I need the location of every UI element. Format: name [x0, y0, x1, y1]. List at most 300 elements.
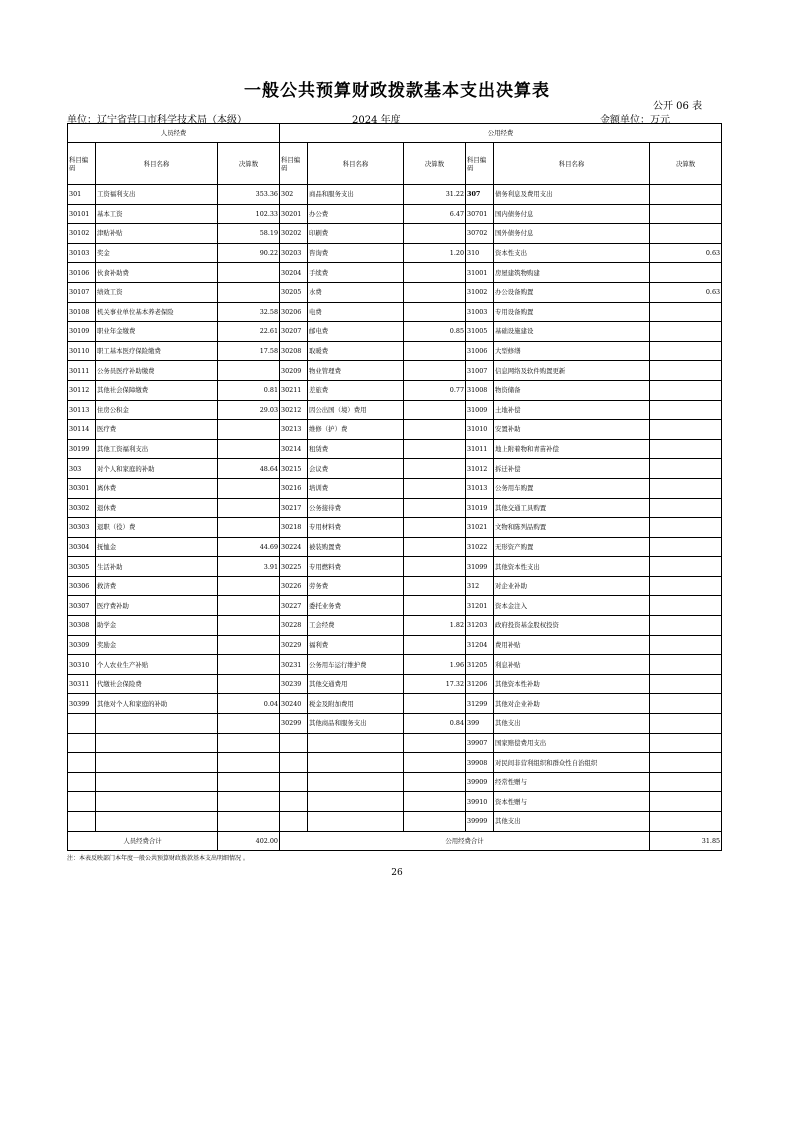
amount-cell: [404, 557, 466, 577]
table-row: [68, 772, 722, 792]
subject-name-cell: 维修（护）费: [308, 420, 404, 440]
subject-name-cell: 其他社会保障缴费: [96, 380, 218, 400]
subject-name-cell: 国外债务付息: [494, 224, 650, 244]
subject-name-cell: 被装购置费: [308, 537, 404, 557]
amount-cell: [404, 753, 466, 773]
column-header-amount: 决算数: [218, 143, 280, 185]
table-row: [68, 537, 722, 557]
amount-cell: [650, 557, 722, 577]
subject-name-cell: 拆迁补偿: [494, 459, 650, 479]
amount-cell: 29.03: [218, 400, 280, 420]
form-code: 公开 06 表: [653, 101, 703, 112]
subject-code-cell: 31010: [466, 420, 494, 440]
subject-code-cell: 39999: [466, 812, 494, 832]
subject-name-cell: 奖金: [96, 243, 218, 263]
amount-cell: 58.19: [218, 224, 280, 244]
subject-code-cell: [280, 753, 308, 773]
personnel-total-value: 402.00: [218, 831, 280, 850]
amount-cell: [218, 655, 280, 675]
subject-name-cell: 公务接待费: [308, 498, 404, 518]
subject-name-cell: [96, 772, 218, 792]
subject-code-cell: 30701: [466, 204, 494, 224]
subject-name-cell: 办公设备购置: [494, 282, 650, 302]
subject-code-cell: 30209: [280, 361, 308, 381]
subject-name-cell: 安置补助: [494, 420, 650, 440]
amount-cell: [650, 420, 722, 440]
table-row: [68, 322, 722, 342]
subject-name-cell: 对个人和家庭的补助: [96, 459, 218, 479]
subject-code-cell: 30240: [280, 694, 308, 714]
subject-name-cell: 助学金: [96, 616, 218, 636]
subject-code-cell: 30112: [68, 380, 96, 400]
amount-cell: [218, 792, 280, 812]
amount-cell: [650, 204, 722, 224]
table-row: [68, 557, 722, 577]
amount-cell: [650, 635, 722, 655]
subject-name-cell: 公务员医疗补助缴费: [96, 361, 218, 381]
subject-name-cell: 代缴社会保险费: [96, 674, 218, 694]
subject-name-cell: 基础设施建设: [494, 322, 650, 342]
subject-name-cell: 经常性赠与: [494, 772, 650, 792]
table-row: [68, 753, 722, 773]
amount-cell: 17.58: [218, 341, 280, 361]
table-row: [68, 616, 722, 636]
subject-code-cell: 30303: [68, 518, 96, 538]
subject-code-cell: 30206: [280, 302, 308, 322]
subject-name-cell: 工会经费: [308, 616, 404, 636]
subject-code-cell: 30301: [68, 478, 96, 498]
amount-cell: 353.36: [218, 185, 280, 205]
subject-name-cell: 水费: [308, 282, 404, 302]
subject-code-cell: 39908: [466, 753, 494, 773]
subject-name-cell: 其他交通工具购置: [494, 498, 650, 518]
table-row: [68, 498, 722, 518]
amount-cell: [650, 341, 722, 361]
subject-code-cell: 31003: [466, 302, 494, 322]
amount-cell: [404, 439, 466, 459]
amount-cell: [218, 576, 280, 596]
subject-code-cell: 30201: [280, 204, 308, 224]
subject-name-cell: 专用燃料费: [308, 557, 404, 577]
amount-cell: 44.69: [218, 537, 280, 557]
amount-cell: [404, 635, 466, 655]
table-row: [68, 400, 722, 420]
subject-code-cell: 31099: [466, 557, 494, 577]
subject-name-cell: 物资储备: [494, 380, 650, 400]
subject-name-cell: [308, 812, 404, 832]
subject-code-cell: [68, 812, 96, 832]
subject-code-cell: 31008: [466, 380, 494, 400]
subject-name-cell: 邮电费: [308, 322, 404, 342]
amount-cell: 48.64: [218, 459, 280, 479]
subject-name-cell: 费用补贴: [494, 635, 650, 655]
amount-cell: [218, 812, 280, 832]
subject-name-cell: 印刷费: [308, 224, 404, 244]
subject-name-cell: 政府投资基金股权投资: [494, 616, 650, 636]
subject-code-cell: 39909: [466, 772, 494, 792]
amount-cell: 0.04: [218, 694, 280, 714]
table-row: [68, 361, 722, 381]
page-number: 26: [391, 868, 403, 878]
amount-cell: [404, 694, 466, 714]
subject-code-cell: 30213: [280, 420, 308, 440]
subject-name-cell: 会议费: [308, 459, 404, 479]
subject-code-cell: [68, 792, 96, 812]
subject-code-cell: 30203: [280, 243, 308, 263]
subject-name-cell: 土地补偿: [494, 400, 650, 420]
table-row: [68, 282, 722, 302]
subject-code-cell: 307: [466, 185, 494, 205]
subject-code-cell: 31009: [466, 400, 494, 420]
amount-cell: [650, 694, 722, 714]
subject-name-cell: 劳务费: [308, 576, 404, 596]
subject-name-cell: 绩效工资: [96, 282, 218, 302]
subject-name-cell: 生活补助: [96, 557, 218, 577]
amount-cell: 0.81: [218, 380, 280, 400]
subject-code-cell: 30101: [68, 204, 96, 224]
subject-name-cell: 退职（役）费: [96, 518, 218, 538]
subject-code-cell: 30208: [280, 341, 308, 361]
subject-name-cell: 公务用车购置: [494, 478, 650, 498]
subject-code-cell: 31022: [466, 537, 494, 557]
subject-code-cell: 30302: [68, 498, 96, 518]
amount-cell: [404, 812, 466, 832]
amount-cell: [650, 263, 722, 283]
amount-cell: [404, 459, 466, 479]
subject-name-cell: 资本性支出: [494, 243, 650, 263]
subject-code-cell: 30309: [68, 635, 96, 655]
subject-code-cell: 30211: [280, 380, 308, 400]
table-row: [68, 714, 722, 734]
subject-code-cell: 30239: [280, 674, 308, 694]
subject-name-cell: 其他资本性支出: [494, 557, 650, 577]
subject-code-cell: 31001: [466, 263, 494, 283]
column-header-code: 科目编码: [466, 143, 494, 185]
subject-name-cell: 其他商品和服务支出: [308, 714, 404, 734]
amount-cell: [650, 380, 722, 400]
amount-cell: [218, 635, 280, 655]
subject-name-cell: 电费: [308, 302, 404, 322]
subject-name-cell: [308, 792, 404, 812]
subject-name-cell: 住房公积金: [96, 400, 218, 420]
subject-name-cell: 商品和服务支出: [308, 185, 404, 205]
amount-cell: [650, 302, 722, 322]
subject-name-cell: 文物和陈列品购置: [494, 518, 650, 538]
subject-name-cell: 培训费: [308, 478, 404, 498]
table-row: [68, 596, 722, 616]
subject-name-cell: 公务用车运行维护费: [308, 655, 404, 675]
subject-name-cell: 物业管理费: [308, 361, 404, 381]
subject-code-cell: 30308: [68, 616, 96, 636]
subject-name-cell: 工资福利支出: [96, 185, 218, 205]
subject-code-cell: 30107: [68, 282, 96, 302]
amount-cell: [218, 361, 280, 381]
column-header-amount: 决算数: [404, 143, 466, 185]
table-row: [68, 518, 722, 538]
subject-code-cell: [68, 733, 96, 753]
subject-name-cell: [96, 753, 218, 773]
subject-code-cell: 30307: [68, 596, 96, 616]
subject-name-cell: [96, 792, 218, 812]
subject-name-cell: 福利费: [308, 635, 404, 655]
subject-name-cell: [96, 812, 218, 832]
amount-cell: [218, 616, 280, 636]
amount-cell: 0.84: [404, 714, 466, 734]
subject-name-cell: 职业年金缴费: [96, 322, 218, 342]
column-header-amount: 决算数: [650, 143, 722, 185]
subject-name-cell: 咨询费: [308, 243, 404, 263]
amount-cell: [650, 518, 722, 538]
amount-cell: 90.22: [218, 243, 280, 263]
subject-code-cell: 30102: [68, 224, 96, 244]
subject-name-cell: 其他资本性补助: [494, 674, 650, 694]
amount-cell: [650, 812, 722, 832]
table-row: [68, 224, 722, 244]
subject-code-cell: 30111: [68, 361, 96, 381]
subject-code-cell: 399: [466, 714, 494, 734]
amount-cell: [218, 518, 280, 538]
amount-cell: 31.22: [404, 185, 466, 205]
amount-cell: [218, 498, 280, 518]
amount-cell: [650, 616, 722, 636]
subject-name-cell: [96, 714, 218, 734]
subject-name-cell: 利息补贴: [494, 655, 650, 675]
subject-code-cell: [280, 772, 308, 792]
subject-code-cell: 30109: [68, 322, 96, 342]
subject-code-cell: 30227: [280, 596, 308, 616]
column-header-code: 科目编码: [280, 143, 308, 185]
table-row: [68, 478, 722, 498]
amount-cell: 3.91: [218, 557, 280, 577]
subject-code-cell: 30306: [68, 576, 96, 596]
amount-cell: 102.33: [218, 204, 280, 224]
amount-cell: [650, 772, 722, 792]
amount-cell: [404, 400, 466, 420]
amount-cell: [218, 420, 280, 440]
subject-code-cell: 310: [466, 243, 494, 263]
subject-name-cell: 税金及附加费用: [308, 694, 404, 714]
subject-code-cell: 30702: [466, 224, 494, 244]
subject-code-cell: 30108: [68, 302, 96, 322]
amount-cell: [650, 714, 722, 734]
amount-cell: 1.82: [404, 616, 466, 636]
subject-name-cell: 因公出国（境）费用: [308, 400, 404, 420]
amount-cell: [218, 772, 280, 792]
amount-cell: [218, 714, 280, 734]
column-header-code: 科目编码: [68, 143, 96, 185]
subject-name-cell: 救济费: [96, 576, 218, 596]
amount-cell: 0.63: [650, 243, 722, 263]
column-header-name: 科目名称: [96, 143, 218, 185]
subject-name-cell: 租赁费: [308, 439, 404, 459]
subject-code-cell: [280, 812, 308, 832]
amount-cell: [650, 733, 722, 753]
subject-code-cell: 31011: [466, 439, 494, 459]
subject-code-cell: 31203: [466, 616, 494, 636]
amount-cell: [650, 459, 722, 479]
table-row: [68, 792, 722, 812]
table-row: [68, 635, 722, 655]
subject-code-cell: 30228: [280, 616, 308, 636]
subject-name-cell: 债务利息及费用支出: [494, 185, 650, 205]
amount-cell: [404, 537, 466, 557]
page-title: 一般公共预算财政拨款基本支出决算表: [244, 81, 550, 101]
table-row: [68, 204, 722, 224]
amount-cell: 6.47: [404, 204, 466, 224]
subject-code-cell: 30204: [280, 263, 308, 283]
subject-code-cell: 31206: [466, 674, 494, 694]
subject-name-cell: 对民间非营利组织和群众性自治组织: [494, 753, 650, 773]
subject-code-cell: 30299: [280, 714, 308, 734]
subject-name-cell: 其他对企业补助: [494, 694, 650, 714]
table-row: [68, 733, 722, 753]
totals-row: [68, 831, 722, 850]
amount-cell: [650, 753, 722, 773]
amount-cell: [650, 596, 722, 616]
subject-name-cell: 无形资产购置: [494, 537, 650, 557]
table-row: [68, 263, 722, 283]
amount-cell: [650, 322, 722, 342]
subject-name-cell: 伙食补助费: [96, 263, 218, 283]
amount-cell: 1.20: [404, 243, 466, 263]
amount-cell: [650, 576, 722, 596]
amount-cell: 0.85: [404, 322, 466, 342]
subject-name-cell: 取暖费: [308, 341, 404, 361]
table-row: [68, 655, 722, 675]
amount-cell: [218, 263, 280, 283]
amount-cell: [650, 439, 722, 459]
subject-code-cell: 30114: [68, 420, 96, 440]
group-header-public: 公用经费: [280, 124, 722, 143]
table-row: [68, 439, 722, 459]
amount-cell: [404, 518, 466, 538]
subject-code-cell: 303: [68, 459, 96, 479]
subject-name-cell: [308, 772, 404, 792]
subject-code-cell: 30399: [68, 694, 96, 714]
amount-cell: [650, 400, 722, 420]
subject-name-cell: 专用材料费: [308, 518, 404, 538]
amount-cell: 0.63: [650, 282, 722, 302]
subject-code-cell: [280, 792, 308, 812]
amount-cell: [650, 224, 722, 244]
amount-cell: [218, 733, 280, 753]
table-row: [68, 674, 722, 694]
amount-cell: [218, 753, 280, 773]
subject-code-cell: 30311: [68, 674, 96, 694]
subject-name-cell: 委托业务费: [308, 596, 404, 616]
amount-cell: [404, 361, 466, 381]
column-header-name: 科目名称: [308, 143, 404, 185]
amount-cell: [650, 792, 722, 812]
amount-cell: [218, 674, 280, 694]
amount-cell: [404, 420, 466, 440]
amount-cell: [404, 772, 466, 792]
amount-cell: [404, 224, 466, 244]
subject-code-cell: 39907: [466, 733, 494, 753]
table-row: [68, 380, 722, 400]
amount-cell: [650, 537, 722, 557]
amount-cell: [650, 674, 722, 694]
subject-name-cell: 退休费: [96, 498, 218, 518]
subject-code-cell: 31005: [466, 322, 494, 342]
amount-cell: [404, 341, 466, 361]
amount-cell: 0.77: [404, 380, 466, 400]
subject-code-cell: 31299: [466, 694, 494, 714]
table-row: [68, 185, 722, 205]
subject-name-cell: 奖励金: [96, 635, 218, 655]
subject-code-cell: 30215: [280, 459, 308, 479]
subject-name-cell: 国内债务付息: [494, 204, 650, 224]
subject-code-cell: 30202: [280, 224, 308, 244]
subject-code-cell: 30226: [280, 576, 308, 596]
amount-cell: [218, 282, 280, 302]
subject-code-cell: 31002: [466, 282, 494, 302]
amount-unit-label: 金额单位：万元: [600, 115, 670, 126]
subject-name-cell: 其他交通费用: [308, 674, 404, 694]
column-header-name: 科目名称: [494, 143, 650, 185]
amount-cell: [404, 282, 466, 302]
subject-code-cell: [68, 772, 96, 792]
subject-code-cell: 30106: [68, 263, 96, 283]
public-total-label: 公用经费合计: [280, 831, 650, 850]
subject-name-cell: 差旅费: [308, 380, 404, 400]
subject-code-cell: 30205: [280, 282, 308, 302]
subject-code-cell: 39910: [466, 792, 494, 812]
footnote: 注：本表反映部门本年度一般公共预算财政拨款基本支出明细情况 。: [67, 855, 249, 862]
table-row: [68, 420, 722, 440]
subject-code-cell: 31205: [466, 655, 494, 675]
subject-code-cell: 30218: [280, 518, 308, 538]
subject-code-cell: 31201: [466, 596, 494, 616]
table-row: [68, 459, 722, 479]
amount-cell: [650, 478, 722, 498]
subject-name-cell: 个人农业生产补贴: [96, 655, 218, 675]
subject-name-cell: 职工基本医疗保险缴费: [96, 341, 218, 361]
subject-code-cell: [280, 733, 308, 753]
subject-name-cell: [308, 753, 404, 773]
amount-cell: [650, 361, 722, 381]
table-row: [68, 812, 722, 832]
subject-code-cell: [68, 714, 96, 734]
subject-name-cell: 国家赔偿费用支出: [494, 733, 650, 753]
subject-name-cell: 对企业补助: [494, 576, 650, 596]
subject-code-cell: 30217: [280, 498, 308, 518]
subject-name-cell: 基本工资: [96, 204, 218, 224]
amount-cell: [218, 596, 280, 616]
amount-cell: 22.61: [218, 322, 280, 342]
subject-code-cell: 31021: [466, 518, 494, 538]
subject-code-cell: 312: [466, 576, 494, 596]
amount-cell: [404, 596, 466, 616]
subject-code-cell: 301: [68, 185, 96, 205]
subject-code-cell: 30310: [68, 655, 96, 675]
subject-code-cell: 30304: [68, 537, 96, 557]
table-row: [68, 694, 722, 714]
subject-name-cell: 资本性赠与: [494, 792, 650, 812]
subject-name-cell: 手续费: [308, 263, 404, 283]
amount-cell: 1.96: [404, 655, 466, 675]
subject-name-cell: 大型修缮: [494, 341, 650, 361]
subject-name-cell: 信息网络及软件购置更新: [494, 361, 650, 381]
table-row: [68, 341, 722, 361]
subject-name-cell: 抚恤金: [96, 537, 218, 557]
group-header-personnel: 人员经费: [68, 124, 280, 143]
subject-code-cell: 302: [280, 185, 308, 205]
subject-code-cell: 31006: [466, 341, 494, 361]
subject-name-cell: 其他支出: [494, 812, 650, 832]
subject-code-cell: 30214: [280, 439, 308, 459]
subject-code-cell: 30224: [280, 537, 308, 557]
